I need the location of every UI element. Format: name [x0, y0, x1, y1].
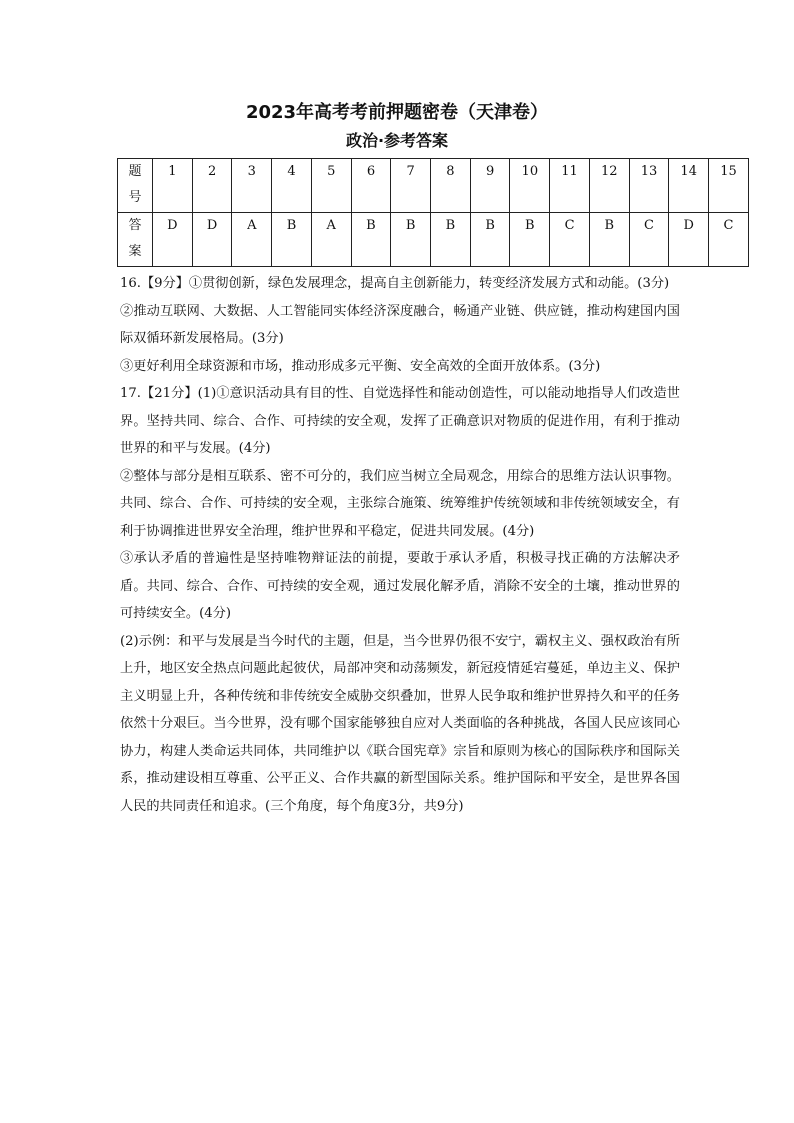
- document-title: 2023年高考考前押题密卷（天津卷）: [245, 102, 549, 123]
- answer-table: [117, 158, 749, 267]
- answer-paragraph-q16-point1: 16.【9分】①贯彻创新，绿色发展理念，提高自主创新能力，转变经济发展方式和动能。(3分): [120, 276, 670, 291]
- row-label-char: 答: [128, 218, 142, 233]
- answer-cell: D: [192, 213, 232, 267]
- answer-cell: B: [351, 213, 391, 267]
- question-number-cell: 5: [311, 159, 351, 213]
- question-number-cell: 15: [709, 159, 749, 213]
- question-number-row: [118, 159, 749, 213]
- question-number-cell: 10: [510, 159, 550, 213]
- answer-cell: C: [550, 213, 590, 267]
- row-label-char: 号: [128, 190, 142, 205]
- answer-paragraph-q17-point3: ③承认矛盾的普遍性是坚持唯物辩证法的前提，要敢于承认矛盾，积极寻找正确的方法解决矛盾。共同、综合、合作、可持续的安全观，通过发展化解矛盾，消除不安全的土壤，推动世界的可持续安全。(4分): [120, 551, 680, 621]
- question-number-cell: 7: [391, 159, 431, 213]
- answer-cell: D: [669, 213, 709, 267]
- row-label-char: 题: [128, 164, 142, 179]
- question-number-cell: 6: [351, 159, 391, 213]
- answer-cell: C: [629, 213, 669, 267]
- answer-cell: D: [153, 213, 193, 267]
- row-label-char: 案: [128, 244, 142, 259]
- answer-cell: A: [232, 213, 272, 267]
- question-number-cell: 8: [431, 159, 471, 213]
- answer-explanations: [120, 270, 680, 820]
- answer-cell: B: [391, 213, 431, 267]
- row-label-number: [118, 159, 153, 213]
- question-number-cell: 13: [629, 159, 669, 213]
- answer-paragraph-q16-point3: ③更好利用全球资源和市场，推动形成多元平衡、安全高效的全面开放体系。(3分): [120, 358, 601, 374]
- question-number-cell: 9: [470, 159, 510, 213]
- question-number-cell: 2: [192, 159, 232, 213]
- question-number-cell: 3: [232, 159, 272, 213]
- answer-cell: B: [510, 213, 550, 267]
- document-subtitle: 政治·参考答案: [345, 131, 449, 150]
- answer-paragraph-q17-point2: ②整体与部分是相互联系、密不可分的，我们应当树立全局观念，用综合的思维方法认识事物。共同、综合、合作、可持续的安全观，主张综合施策、统筹维护传统领域和非传统领域安全，有利于协调推进世界安全治理，维护世界和平稳定，促进共同发展。(4分): [120, 468, 680, 539]
- answer-paragraph-q17-part2: (2)示例：和平与发展是当今时代的主题，但是，当今世界仍很不安宁，霸权主义、强权政治有所上升，地区安全热点问题此起彼伏，局部冲突和动荡频发，新冠疫情延宕蔓延，单边主义、保护主义明显上升，各种传统和非传统安全威胁交织叠加，世界人民争取和维护世界持久和平的任务依然十分艰巨。当今世界，没有哪个国家能够独自应对人类面临的各种挑战，各国人民应该同心协力，构建人类命运共同体，共同维护以《联合国宪章》宗旨和原则为核心的国际秩序和国际关系，推动建设相互尊重、公平正义、合作共赢的新型国际关系。维护国际和平安全，是世界各国人民的共同责任和追求。(三个角度，每个角度3分，共9分): [120, 633, 680, 814]
- answer-cell: C: [709, 213, 749, 267]
- question-number-cell: 1: [153, 159, 193, 213]
- answer-row: [118, 213, 749, 267]
- answer-cell: A: [311, 213, 351, 267]
- question-number-cell: 12: [589, 159, 629, 213]
- answer-cell: B: [470, 213, 510, 267]
- row-label-answer: [118, 213, 153, 267]
- answer-paragraph-q16-point2: ②推动互联网、大数据、人工智能同实体经济深度融合，畅通产业链、供应链，推动构建国内国际双循环新发展格局。(3分): [120, 303, 680, 346]
- answer-cell: B: [272, 213, 312, 267]
- answer-cell: B: [589, 213, 629, 267]
- question-number-cell: 14: [669, 159, 709, 213]
- answer-paragraph-q17-point1: 17.【21分】(1)①意识活动具有目的性、自觉选择性和能动创造性，可以能动地指导人们改造世界。坚持共同、综合、合作、可持续的安全观，发挥了正确意识对物质的促进作用，有利于推动世界的和平与发展。(4分): [120, 386, 680, 456]
- answer-cell: B: [431, 213, 471, 267]
- question-number-cell: 11: [550, 159, 590, 213]
- question-number-cell: 4: [272, 159, 312, 213]
